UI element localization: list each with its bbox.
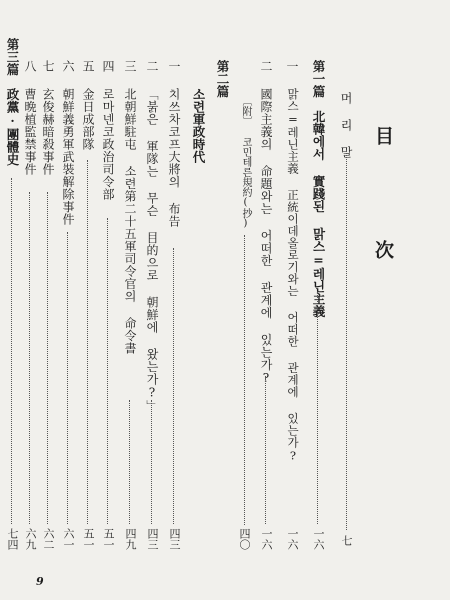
page-number-p2-1: 四三 — [168, 528, 181, 550]
toc-entry-p1-2-note: 〔附〕 코민테른規約(抄) — [240, 96, 251, 229]
toc-entry-p2-8: 曹晩植監禁事件 — [23, 88, 37, 176]
page-number-p2-6: 六一 — [62, 528, 75, 550]
page-number-p2-3: 四九 — [124, 528, 137, 550]
leader-line — [11, 178, 12, 524]
toc-entry-p2-7-no: 七 — [41, 60, 55, 73]
page-number-p1-1: 一六 — [286, 528, 299, 550]
leader-line — [151, 400, 152, 524]
toc-entry-p2-2-no: 二 — [145, 60, 159, 73]
toc-entry-p1-2-no: 二 — [259, 60, 273, 73]
leader-line — [346, 150, 347, 530]
page-number-p2-5: 五一 — [82, 528, 95, 550]
toc-entry-preface: 머 리 말 — [339, 92, 353, 159]
toc-entry-p2-4-no: 四 — [101, 60, 115, 73]
toc-entry-p1-2: 國際主義의 命題와는 어떠한 관계에 있는가? — [259, 88, 273, 386]
part-heading-3: 第三篇 政黨·團體史 — [5, 38, 20, 166]
toc-entry-p2-6: 朝鮮義勇軍武裝解除事件 — [61, 88, 75, 226]
page-number-p2-8: 六九 — [24, 528, 37, 550]
toc-entry-p2-5: 金日成部隊 — [81, 88, 95, 151]
toc-entry-p2-1: 치쓰차코프大將의 布告 — [167, 88, 181, 228]
toc-entry-p2-8-no: 八 — [23, 60, 37, 73]
leader-line — [47, 192, 48, 524]
part-heading-1: 第一篇 北韓에서 實踐된 맑스=레닌主義 — [311, 60, 326, 318]
toc-entry-p2-2: 「붉은 軍隊는 무슨 目的으로 朝鮮에 왔는가?」 — [145, 88, 159, 413]
toc-entry-p2-1-no: 一 — [167, 60, 181, 73]
part-heading-2-title: 소련軍政時代 — [191, 88, 206, 163]
part-heading-2: 第二篇 — [215, 60, 230, 98]
page-number-preface: 七 — [340, 535, 353, 546]
toc-entry-p2-4: 로마넨코政治司令部 — [101, 88, 115, 201]
page-number-part3: 七四 — [6, 528, 19, 550]
toc-title: 目 次 — [372, 126, 394, 297]
leader-line — [244, 235, 245, 525]
toc-entry-p2-7: 玄俊赫暗殺事件 — [41, 88, 55, 176]
leader-line — [29, 192, 30, 524]
toc-entry-p1-1-no: 一 — [285, 60, 299, 73]
leader-line — [87, 160, 88, 524]
toc-entry-p2-3: 北朝鮮駐屯 소련第二十五軍司令官의 命令書 — [123, 88, 137, 355]
page-number-p2-4: 五一 — [102, 528, 115, 550]
leader-line — [173, 248, 174, 524]
toc-entry-p1-1: 맑스=레닌主義 正統이데올로기와는 어떠한 관계에 있는가? — [286, 88, 300, 463]
toc-entry-p2-3-no: 三 — [123, 60, 137, 73]
leader-line — [317, 292, 318, 524]
page-number-p2-2: 四三 — [146, 528, 159, 550]
page-number-p1-2: 一六 — [260, 528, 273, 550]
leader-line — [67, 232, 68, 524]
page-number-p2-7: 六二 — [42, 528, 55, 550]
leader-line — [265, 376, 266, 524]
toc-entry-p2-5-no: 五 — [81, 60, 95, 73]
leader-line — [129, 400, 130, 524]
page-number-p1-2-note: 四〇 — [238, 528, 251, 550]
page-number-part1: 一六 — [312, 528, 325, 550]
leader-line — [107, 218, 108, 524]
toc-entry-p2-6-no: 六 — [61, 60, 75, 73]
folio-number: 9 — [36, 575, 44, 588]
